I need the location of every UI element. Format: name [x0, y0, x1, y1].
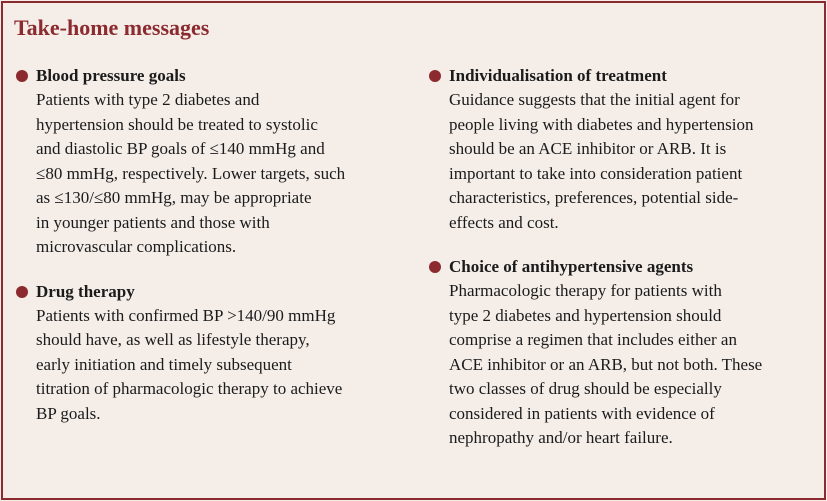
body-line: comprise a regimen that includes either an [449, 330, 737, 349]
right-column [428, 64, 823, 451]
message-individualisation-of-treatment [428, 64, 823, 235]
message-body [15, 304, 415, 427]
message-heading: Blood pressure goals [36, 66, 186, 85]
body-line: hypertension should be treated to systolic [36, 114, 318, 134]
body-line: important to take into consideration patient [449, 163, 743, 183]
bullet-icon [16, 70, 28, 82]
message-heading: Individualisation of treatment [449, 66, 667, 85]
body-line: as ≤130/≤80 mmHg, may be appropriate [36, 188, 312, 207]
body-line: considered in patients with evidence of [449, 403, 715, 423]
body-line: should have, as well as lifestyle therapy, [36, 330, 310, 349]
message-heading: Drug therapy [36, 281, 135, 301]
take-home-messages-box [1, 1, 826, 500]
body-line: ACE inhibitor or an ARB, but not both. These [449, 354, 763, 374]
bullet-icon [16, 286, 28, 298]
body-line: early initiation and timely subsequent [36, 354, 292, 374]
body-line: Guidance suggests that the initial agent for [449, 90, 740, 109]
message-choice-of-antihypertensive-agents [428, 255, 823, 451]
message-body [15, 88, 415, 260]
body-line: BP goals. [36, 403, 101, 423]
body-line: type 2 diabetes and hypertension should [449, 305, 722, 325]
message-heading: Choice of antihypertensive agents [449, 257, 694, 276]
body-line: should be an ACE inhibitor or ARB. It is [449, 139, 727, 158]
body-line: titration of pharmacologic therapy to achieve [36, 379, 343, 398]
bullet-icon [429, 70, 441, 82]
body-line: Pharmacologic therapy for patients with [449, 281, 722, 300]
body-line: in younger patients and those with [36, 212, 270, 232]
left-column [15, 64, 415, 426]
message-body [428, 88, 823, 235]
bullet-icon [429, 261, 441, 273]
body-line: and diastolic BP goals of ≤140 mmHg and [36, 139, 325, 158]
body-line: two classes of drug should be especially [449, 379, 722, 398]
body-line: Patients with confirmed BP >140/90 mmHg [36, 305, 336, 325]
body-line: effects and cost. [449, 212, 559, 232]
body-line: ≤80 mmHg, respectively. Lower targets, such [36, 163, 346, 183]
message-drug-therapy [15, 280, 415, 427]
message-blood-pressure-goals [15, 64, 415, 260]
box-title: Take-home messages [14, 15, 210, 40]
body-line: people living with diabetes and hypertension [449, 114, 754, 134]
body-line: Patients with type 2 diabetes and [36, 90, 260, 109]
body-line: nephropathy and/or heart failure. [449, 428, 673, 447]
body-line: characteristics, preferences, potential side- [449, 188, 739, 207]
message-body [428, 279, 823, 451]
body-line: microvascular complications. [36, 237, 237, 256]
